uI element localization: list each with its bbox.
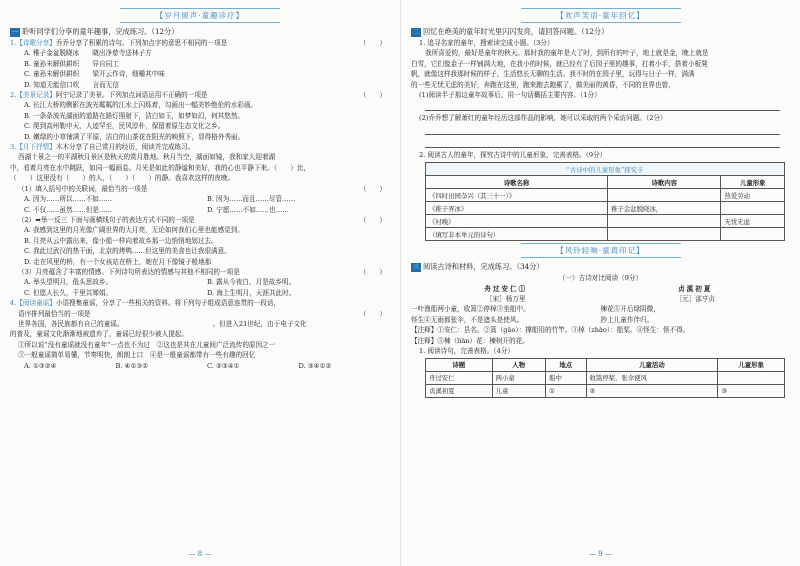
table-cell: 诗歌内容 [608,176,721,189]
r-q1-passage-3: 帆，就像这样我那时候的样子，生活悠长无聊的生活。我不时的在园子里，玩得与日子一样，满满 [411,70,695,79]
table-cell: 无忧无虑 [721,215,785,228]
table-cell[interactable] [721,228,785,241]
subsection-title: （一）古诗对比阅读（9分） [558,274,643,283]
table-cell[interactable] [721,202,785,215]
text: （2）➡举一反三 下面与画横线句子的表达方式不同的一项是 [18,215,195,224]
table-cell: 《村晚》 [426,215,608,228]
table-cell: 舟过安仁 [426,371,493,384]
text: （1）填入括号中的关联词，最恰当的一项是 [18,184,148,193]
table-cell[interactable] [608,189,721,202]
text: （ ） [359,91,386,100]
text: 乔乔分享了积累的诗句。下列加点字的意思不相同的一项是 [55,39,228,47]
right-question-1: 1. 追寻名家的童年，搜索读完成小题。（3分） [419,39,554,47]
text: 抄上儿童作伴归。 [600,315,654,324]
text: ［元］邵亨贞 [675,295,716,304]
right-page [400,0,800,566]
q3-sub2-option-d: D. 走在风里的桥，有一个女孩站在桥上，她在月下像镜子般地那 [24,257,212,266]
table-cell: 热爱劳动 [721,189,785,202]
text: 1.【诗歌分享】 [10,39,56,47]
q3-passage-line-2: 中，看着月亮在水中跳跃，如同一幅画卷。月光是如此的静谧和美好，我的心也平静下来。（ ）比， [10,163,311,172]
section-one-number: 一 [12,29,19,36]
text: D. 海上生明月，天涯共此时。 [207,288,296,297]
table-cell: 儿童形象 [721,176,785,189]
q3-sub1-options [10,194,390,204]
table-row [426,384,785,397]
q1-option-c: C. 童孙未解供耕织 梁开云作诗，细嚼其中味 [24,70,165,79]
text: （ ） [359,184,386,193]
section-two-heading [411,27,790,37]
text: 贞溪初夏 [678,284,713,293]
text: B. ④①③② [115,361,149,370]
q4-options [10,361,390,371]
table-row [426,215,785,228]
table-cell: 儿童活动 [586,358,718,371]
text: B. 因为……而且……尽管…… [207,195,296,204]
text: 2.【美景记录】 [10,91,56,100]
r-q1-sub1: (1)阅读半子那边童年故事后，用一句话概括主要内容。（1分） [419,91,601,100]
table-row [426,202,785,215]
answer-line-1[interactable] [425,100,780,111]
table-row [426,228,785,241]
table-cell: 稚子金盆脱晓冰， [608,202,721,215]
question-2 [10,90,390,100]
text: 回忆在绝美的童年时光里闪闪发亮，请回答问题。（12分） [423,27,609,36]
q4-line-2 [10,309,390,319]
answer-line-3[interactable] [425,137,780,148]
poem-notes: 【注释】①安仁：县名。②篙（gāo）：撑船用的竹竿。③棹（zhào）：船桨。④怪生：怪不得。 [411,326,690,335]
table-cell: 贞溪初夏 [426,384,493,397]
table-cell[interactable] [608,215,721,228]
text: 二 [413,29,420,36]
table-cell: （填写非本单元的诗句） [426,228,608,241]
q3-passage-line-3: （ ）这里没有（ ）的人，（ ）（ ）的静。我喜欢这样的夜晚。 [10,174,235,183]
text: 三 [413,264,420,272]
text: （ ） [359,309,386,318]
right-question-3: 1. 阅读诗句，完善表格。（4分） [419,347,515,356]
poem-explore-table [425,162,785,241]
q4-passage-line-1: 世界各国，各民族都有自己的童谣。 。但进入21世纪，由于电子文化 [18,319,307,328]
text: C. ②③④① [207,361,240,370]
q4-item-line-1: ①所以说“没有童谣就没有童年”一点也不为过 ②这也是其在儿童间广泛流传的原因之一 [18,340,276,349]
q1-option-b: B. 童孙未解供耕织 异自同工 [24,59,119,68]
table-cell: 儿童 [492,384,546,397]
table-cell: 人物 [492,358,546,371]
text: ［宋］杨万里 [485,295,526,304]
right-banner: 【欢声笑语·童年回忆】 [521,8,681,23]
q3-sub2-option-a: A. 我感到这里的月光像广阔世界的大月亮，无论如何我们心里也能感觉到。 [24,226,244,235]
q2-option-d: D. 嫩绿的小草铺满了平原，洁白的山茶花在阳光的映照下，显得格外秀丽。 [24,132,245,141]
q3-sub2 [10,215,390,225]
table-cell[interactable]: ② [586,384,718,397]
section-one-heading [10,27,390,37]
q4-item-line-2: ③一般童谣简单易懂，节奏明快，朗朗上口 ④是一般童谣都带有一些有趣的回忆 [18,351,256,360]
answer-line-2[interactable] [425,124,780,135]
text: 舟过安仁① [484,284,528,293]
table-cell[interactable] [608,228,721,241]
text: 阿宁记录了美景。下列加点词语运用不正确的一项是 [55,91,208,100]
table-cell[interactable]: ③ [718,384,785,397]
table-cell: 诗歌名称 [426,176,608,189]
text: （ ） [359,39,386,47]
text: 一叶渔船两小童，收篙②停棹③坐船中。 [411,305,530,314]
r-q1-passage-1: 我所喜爱的，最好是童年的秋天。那时我的童年是大了时，到所有的叶子，地上就是金，晚上就是 [425,49,709,58]
text: 楝花⑤开后绿阴微， [600,305,660,314]
text: 聆听同学们分享的童年趣事，完成练习。（12分） [22,27,179,36]
poem-compare-table [425,358,785,398]
q1-option-d: D. 知道无能信口吹 言而无信 [24,80,119,89]
poems [411,284,790,326]
q3-sub2-option-b: B. 月亮从云中露出来，像小船一样向着故乡那一边悄悄地划过去。 [24,236,218,245]
text: 3.【月下抒情】 [10,143,56,152]
right-question-2: 2. 阅读古人的童年，探究古诗中的儿童形象，完善表格。（9分） [419,150,607,159]
text: （ ） [359,215,386,224]
right-page-number: — 9 — [589,550,612,558]
poem-1 [411,284,601,326]
text: B. 露从今夜白，月是故乡明。 [207,278,296,287]
table-cell: 儿童形象 [718,358,785,371]
text: 语序排列最恰当的一项是 [18,309,91,318]
table-cell: 收篙停桨，张伞使风 [586,371,718,384]
text: D. ③④①② [298,361,332,370]
poem-notes-2: 【注释】⑤楝（liàn）花：楝树开的花。 [411,336,529,345]
q1-option-a: A. 稚子金盆脱晓冰 晓出净慈寺送林子方 [24,49,152,58]
q3-sub1-options-2 [10,205,390,215]
r-q1-sub2: (2)乔乔想了解萧红的童年经历这部作品的影响，她可以采取的两个采访问题。（2分） [419,114,667,123]
q3-sub1 [10,184,390,194]
text: A. ①③②④ [24,361,57,370]
question-3 [10,142,390,152]
q2-option-b: B. 一条条波光湖面的道路在路灯照射下，洁白如玉，如梦如幻，何其悠然。 [24,111,245,120]
text: A. 举头望明月，低头思故乡。 [24,278,113,287]
table-cell[interactable]: ① [546,384,586,397]
left-page-number: — 8 — [188,550,212,558]
q2-option-c: C. 爬到高州勒申天，人迹罕至，民风淳朴，保留着原生态文化之乡。 [24,122,225,131]
text: 4.【阅读童谣】 [10,299,56,308]
poem-2 [601,284,791,326]
q2-option-a: A. 长江大桥的侧影在波光粼粼的江水上闪烁着，勾画出一幅美妙绝伦的水彩画。 [24,101,258,110]
table-row [426,371,785,384]
right-banner-2: 【风铃轻响·童真印记】 [521,243,681,258]
table-cell: 《四时田园杂兴（其三十一）》 [426,189,608,202]
text: 木木分享了自己赏月的经历，阅读并完成练习。 [55,143,195,152]
text: C. 但愿人长久，千里共婵娟。 [24,288,113,297]
r-q1-passage-2: 白雪，它们像金子一样铺满大地，在我小的时候，就已经有了后园子里的趣事，打着小手，搭着小板凳 [411,59,708,68]
table-cell: 《稚子弄冰》 [426,202,608,215]
text: 怪生④无雨都张伞，不是遮头是使风。 [411,315,524,324]
q3-passage-line-1: 西湖十景之一的平湖秋月景区是秋天的赏月胜地。秋月当空，湖面如镜，我和家人迎着湖 [18,153,276,162]
left-banner: 【岁月留声·童趣诊疗】 [120,8,280,23]
text: A. 因为……所以……不如…… [24,195,113,204]
table-cell: 两小童 [492,371,546,384]
text: 小语搜集童谣，分享了一些相关的资料。将下列句子组成语意连贯的一段话， [55,299,281,308]
section-three-heading [411,262,790,272]
q3-sub2-option-c: C. 我此过武汉的热干面，北京的烤鸭……但这里的美食也让我很满意。 [24,247,231,256]
q4-passage-line-2: 的普及，童谣文化渐渐地被遗弃了，童谣已经很少被人提起。 [10,330,189,339]
text: （3）月亮蕴含了丰富的情感。下列诗句所表达的情感与其他不相同的一项是 [18,267,240,276]
text: 阅读古诗和材料，完成练习。（34分） [423,262,544,272]
table-cell: 地点 [546,358,586,371]
text: C. 不仅……虽然……但是…… [24,205,113,214]
table-cell: 船中 [546,371,586,384]
text: D. 宁愿……不如……也…… [207,205,289,214]
q3-sub3-options-2 [10,288,390,298]
table-cell: 诗题 [426,358,493,371]
explore-card-title: “古诗中的儿童形象”探究卡 [426,163,785,176]
table-row [426,189,785,202]
q3-sub3-options [10,277,390,287]
q3-sub3 [10,267,390,277]
table-cell[interactable] [718,371,785,384]
r-q1-passage-4: 的一些无忧无虑的美好，奔跑在这里，跑来跑去跑累了，做美丽的黄昏，不同的世界也曾， [411,80,675,89]
question-1 [10,38,390,48]
question-4 [10,298,390,308]
text: （ ） [359,267,386,276]
